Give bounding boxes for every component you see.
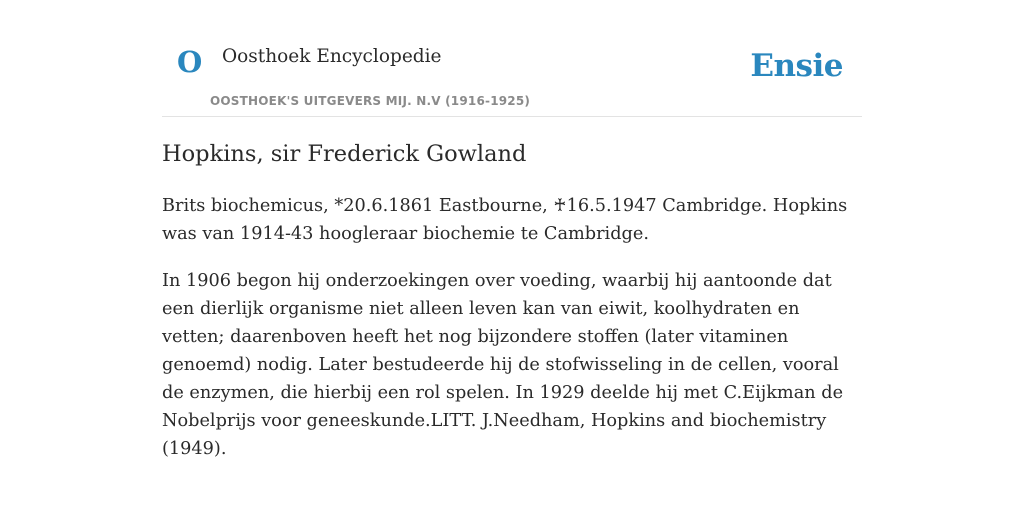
entry-title: Hopkins, sir Frederick Gowland <box>162 141 527 167</box>
publisher-label: OOSTHOEK'S UITGEVERS MIJ. N.V (1916-1925) <box>210 94 531 108</box>
publication-logo[interactable]: O <box>177 45 203 79</box>
entry-paragraph: Brits biochemicus, *20.6.1861 Eastbourne, ♰16.5.1947 Cambridge. Hopkins was van 1914-43 hoogleraar biochemie te Cambridge. <box>162 196 848 244</box>
entry-body <box>162 192 862 482</box>
ensie-logo-link[interactable]: Ensie <box>750 48 843 84</box>
entry-paragraph: In 1906 begon hij onderzoekingen over voeding, waarbij hij aantoonde dat een dierlijk organisme niet alleen leven kan van eiwit, koolhydraten en vetten; daarenboven heeft het nog bijzondere stoffen (later vitaminen genoemd) nodig. Later bestudeerde hij de stofwisseling in de cellen, vooral de enzymen, die hierbij een rol spelen. In 1929 deelde hij met C.Eijkman de Nobelprijs voor geneeskunde.LITT. J.Needham, Hopkins and biochemistry (1949). <box>162 271 844 459</box>
publication-header <box>162 0 862 117</box>
publication-title[interactable]: Oosthoek Encyclopedie <box>222 46 442 67</box>
